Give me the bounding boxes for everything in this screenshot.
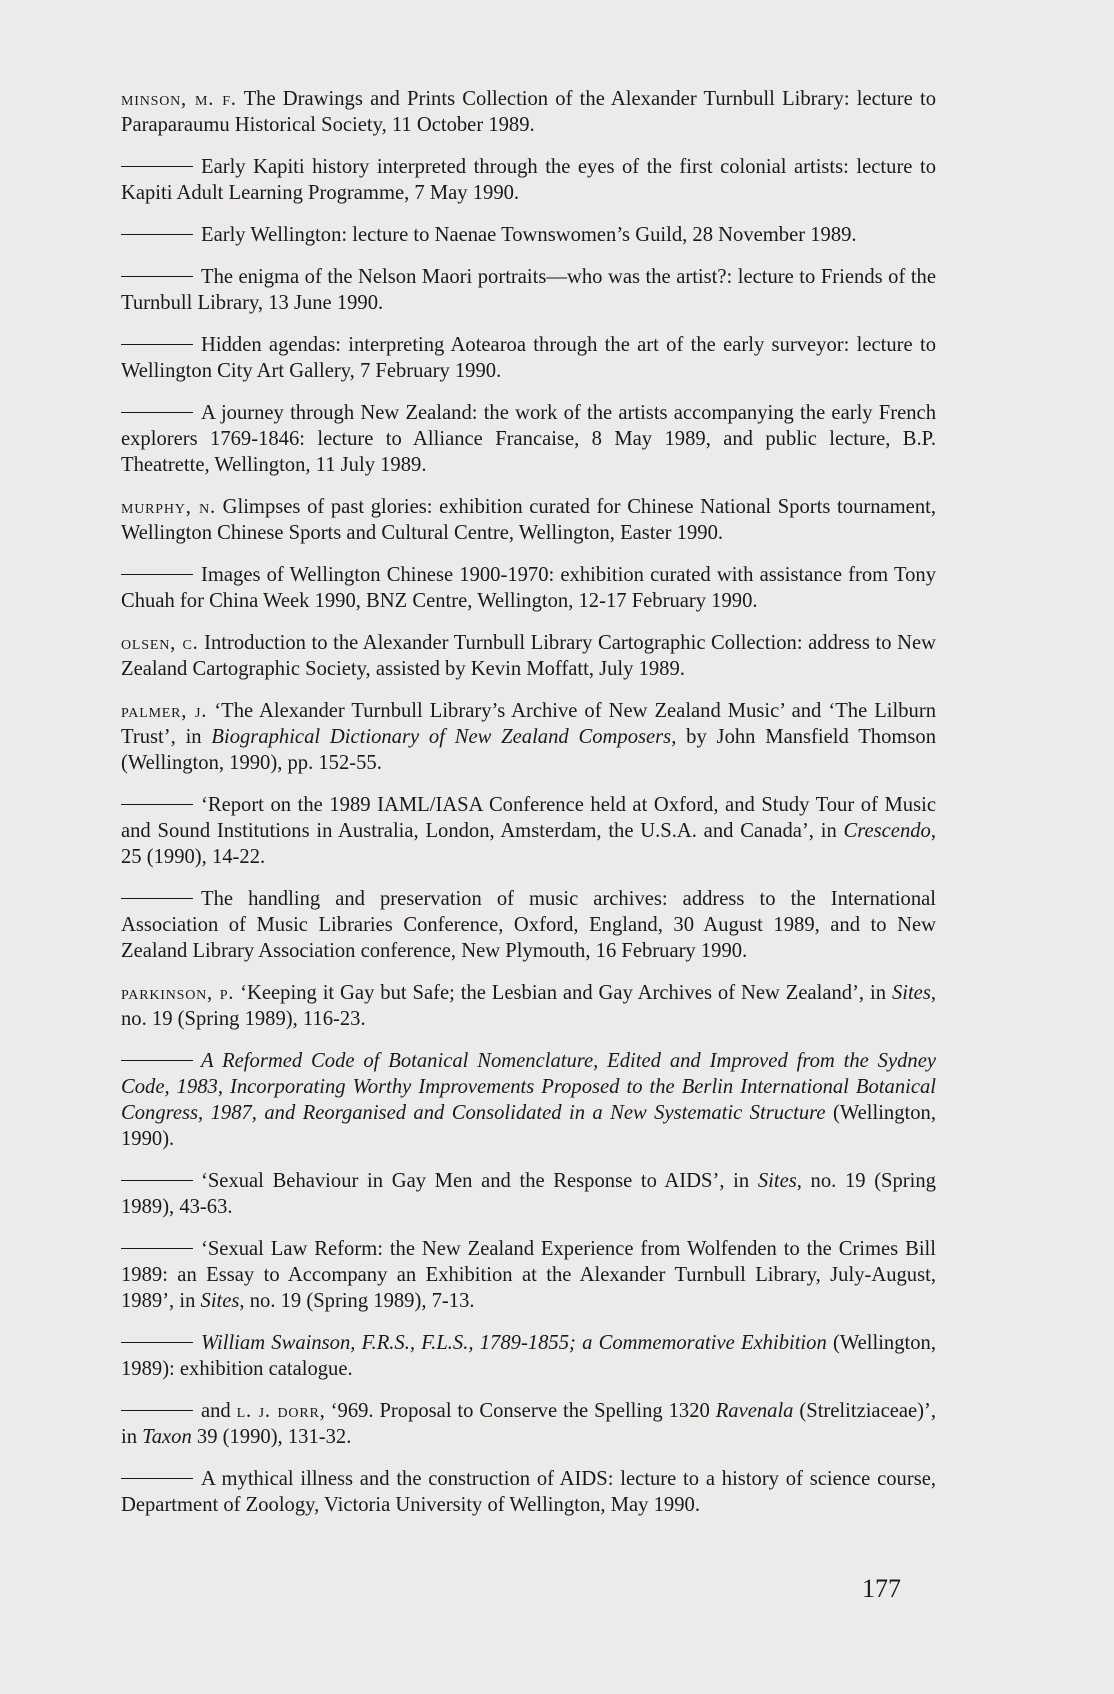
entry-text: A mythical illness and the construction of AIDS: lecture to a history of science course, Department of Zoology, Victoria University of Wellington, May 1990.	[121, 1468, 936, 1516]
entry-text: Early Wellington: lecture to Naenae Townswomen’s Guild, 28 November 1989.	[201, 224, 857, 246]
ditto-dash	[121, 1248, 193, 1249]
italic-title: Biographical Dictionary of New Zealand Composers	[211, 726, 672, 748]
ditto-dash	[121, 1342, 193, 1343]
ditto-dash	[121, 1478, 193, 1479]
entry-text: The Drawings and Prints Collection of the Alexander Turnbull Library: lecture to Paraparaumu Historical Society, 11 October 1989.	[121, 88, 936, 136]
bibliography-page	[121, 86, 936, 1518]
entry-text: Introduction to the Alexander Turnbull Library Cartographic Collection: address to New Zealand Cartographic Society, assisted by Kevin Moffatt, July 1989.	[121, 632, 936, 680]
entry-text: and	[201, 1400, 237, 1422]
bibliography-entry	[121, 1048, 936, 1152]
italic-title: Sites	[891, 982, 931, 1004]
bibliography-entry	[121, 332, 936, 384]
ditto-dash	[121, 344, 193, 345]
ditto-dash	[121, 276, 193, 277]
entry-author: parkinson, p.	[121, 982, 235, 1004]
bibliography-entry	[121, 264, 936, 316]
italic-title: A Reformed Code of Botanical Nomenclature, Edited and Improved from the Sydney Code, 1983, Incorporating Worthy Improvements Proposed to the Berlin International Botanical Congress, 1987, and Reorganised and Consolidated in a New Systematic Structure	[121, 1050, 936, 1124]
bibliography-entry	[121, 886, 936, 964]
entry-text: Glimpses of past glories: exhibition curated for Chinese National Sports tournament, Wellington Chinese Sports and Cultural Centre, Wellington, Easter 1990.	[121, 496, 936, 544]
italic-title: Taxon	[142, 1426, 192, 1448]
entry-author: murphy, n.	[121, 496, 216, 518]
ditto-dash	[121, 1410, 193, 1411]
entry-text: Hidden agendas: interpreting Aotearoa through the art of the early surveyor: lecture to Wellington City Art Gallery, 7 February 1990.	[121, 334, 936, 382]
bibliography-entry	[121, 1168, 936, 1220]
italic-title: Sites	[757, 1170, 797, 1192]
bibliography-entry	[121, 154, 936, 206]
italic-title: Ravenala	[715, 1400, 794, 1422]
entry-text: (Wellington, 1989): exhibition catalogue.	[121, 1332, 936, 1380]
coauthor-name: l. j. dorr	[236, 1400, 320, 1422]
entry-text: The enigma of the Nelson Maori portraits—who was the artist?: lecture to Friends of the Turnbull Library, 13 June 1990.	[121, 266, 936, 314]
entry-author: minson, m. f.	[121, 88, 237, 110]
entry-text: ‘Report on the 1989 IAML/IASA Conference held at Oxford, and Study Tour of Music and Sound Institutions in Australia, London, Amsterdam, the U.S.A. and Canada’, in	[121, 794, 936, 842]
bibliography-entry	[121, 562, 936, 614]
italic-title: Crescendo	[843, 820, 931, 842]
page-number: 177	[862, 1574, 901, 1603]
entry-text: , no. 19 (Spring 1989), 7-13.	[239, 1290, 475, 1312]
bibliography-entry	[121, 400, 936, 478]
ditto-dash	[121, 804, 193, 805]
ditto-dash	[121, 1180, 193, 1181]
ditto-dash	[121, 234, 193, 235]
entry-text: (Strelitziaceae)’, in	[121, 1400, 937, 1448]
entry-text: , ‘969. Proposal to Conserve the Spelling 1320	[319, 1400, 716, 1422]
entry-text: ‘The Alexander Turnbull Library’s Archive of New Zealand Music’ and ‘The Lilburn Trust’, in	[121, 700, 936, 748]
ditto-dash	[121, 898, 193, 899]
entry-text: , no. 19 (Spring 1989), 43-63.	[121, 1170, 936, 1218]
italic-title: William Swainson, F.R.S., F.L.S., 1789-1855; a Commemorative Exhibition	[201, 1332, 827, 1354]
bibliography-entry	[121, 222, 936, 248]
bibliography-entry	[121, 1330, 936, 1382]
bibliography-entry	[121, 1236, 936, 1314]
bibliography-entry	[121, 86, 936, 138]
entry-text: , no. 19 (Spring 1989), 116-23.	[121, 982, 936, 1030]
ditto-dash	[121, 412, 193, 413]
entry-text: ‘Keeping it Gay but Safe; the Lesbian and Gay Archives of New Zealand’, in	[234, 982, 892, 1004]
bibliography-entry	[121, 630, 936, 682]
entry-text: ‘Sexual Behaviour in Gay Men and the Response to AIDS’, in	[201, 1170, 758, 1192]
entry-text: (Wellington, 1990).	[121, 1102, 936, 1150]
entry-text: The handling and preservation of music archives: address to the International Association of Music Libraries Conference, Oxford, England, 30 August 1989, and to New Zealand Library Association conference, New Plymouth, 16 February 1990.	[121, 888, 936, 962]
entry-author: olsen, c.	[121, 632, 199, 654]
ditto-dash	[121, 1060, 193, 1061]
bibliography-entry	[121, 792, 936, 870]
entry-text: ‘Sexual Law Reform: the New Zealand Experience from Wolfenden to the Crimes Bill 1989: an Essay to Accompany an Exhibition at the Alexander Turnbull Library, July-August, 1989’, in	[121, 1238, 936, 1312]
italic-title: Sites	[200, 1290, 240, 1312]
ditto-dash	[121, 166, 193, 167]
entry-text: , 25 (1990), 14-22.	[121, 820, 936, 868]
bibliography-entry	[121, 1398, 936, 1450]
entry-text: Images of Wellington Chinese 1900-1970: exhibition curated with assistance from Tony Chuah for China Week 1990, BNZ Centre, Wellington, 12-17 February 1990.	[121, 564, 936, 612]
ditto-dash	[121, 574, 193, 575]
bibliography-entry	[121, 494, 936, 546]
entry-text: , by John Mansfield Thomson (Wellington, 1990), pp. 152-55.	[121, 726, 937, 774]
bibliography-entry	[121, 698, 936, 776]
entry-text: 39 (1990), 131-32.	[191, 1426, 352, 1448]
entry-text: A journey through New Zealand: the work of the artists accompanying the early French explorers 1769-1846: lecture to Alliance Francaise, 8 May 1989, and public lecture, B.P. Theatrette, Wellington, 11 July 1989.	[121, 402, 936, 476]
bibliography-entry	[121, 980, 936, 1032]
entry-author: palmer, j.	[121, 700, 208, 722]
bibliography-entry	[121, 1466, 936, 1518]
entry-text: Early Kapiti history interpreted through the eyes of the first colonial artists: lecture to Kapiti Adult Learning Programme, 7 May 1990.	[121, 156, 936, 204]
